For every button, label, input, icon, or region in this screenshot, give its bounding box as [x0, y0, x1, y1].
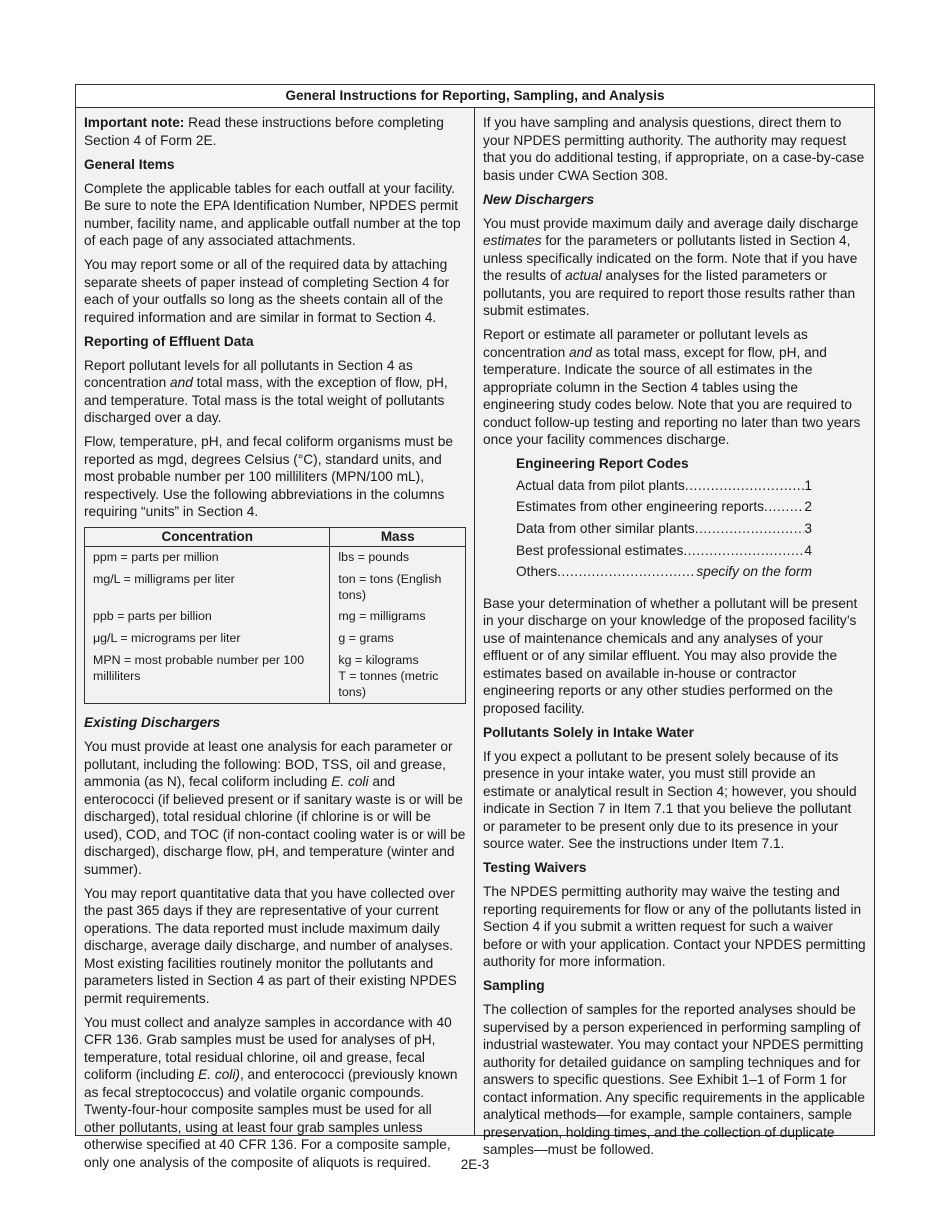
section-title: General Instructions for Reporting, Sampling, and Analysis	[76, 85, 874, 108]
new-paragraph-1: You must provide maximum daily and average daily discharge estimates for the parameters or pollutants listed in Section 4, unless specifically indicated on the form. Note that if you have the results of actual analyses for the listed parameters or pollutants, you are required to report those results rather than submit estimates.	[483, 215, 859, 318]
sampling-questions-paragraph: If you have sampling and analysis questions, direct them to your NPDES permitting authority. The authority may request that you do additional testing, if appropriate, on a case-by-case basis under CWA Section 308.	[483, 115, 865, 183]
table-cell: μg/L = micrograms per liter	[85, 628, 330, 650]
new-paragraph-2: Report or estimate all parameter or pollutant levels as concentration and as total mass, except for flow, pH, and temperature. Indicate the source of all estimates in the appropriate column in the Section 4 tables using the engineering study codes below. Note that you are required to conduct follow-up testing and reporting no later than two years once your facility commences discharge.	[483, 327, 861, 447]
table-cell: mg/L = milligrams per liter	[85, 569, 330, 606]
table-row	[85, 547, 466, 570]
general-items-heading: General Items	[84, 156, 175, 172]
code-row: Estimates from other engineering reports ..... 2	[516, 498, 812, 520]
existing-paragraph-2: You may report quantitative data that you have collected over the past 365 days if they are representative of your current operations. The data reported must include maximum daily discharge, average daily discharge, and number of analyses. Most existing facilities routinely monitor the pollutants and parameters listed in Section 4 as part of their existing NPDES permit requirements.	[84, 885, 457, 1006]
table-cell: ton = tons (English tons)	[330, 569, 466, 606]
units-table	[84, 527, 466, 704]
table-row	[85, 606, 466, 628]
left-column	[76, 108, 475, 1170]
existing-paragraph-3: You must collect and analyze samples in accordance with 40 CFR 136. Grab samples must be used for analyses of pH, temperature, total residual chlorine, oil and grease, fecal coliform (including E. coli), and enterococci (previously known as fecal streptococcus) and volatile organic compounds. Twenty-four-hour composite samples must be used for all other pollutants, using at least four grab samples unless otherwise specified at 40 CFR 136. For a composite sample, only one analysis of the composite of aliquots is required.	[84, 1014, 458, 1170]
table-cell: lbs = pounds	[330, 547, 466, 570]
page-number: 2E-3	[460, 1157, 490, 1172]
effluent-paragraph-1: Report pollutant levels for all pollutants in Section 4 as concentration and total mass, with the exception of flow, pH, and temperature. Total mass is the total weight of pollutants discharged over a day.	[84, 357, 448, 425]
units-header-mass: Mass	[330, 528, 466, 547]
effluent-paragraph-2: Flow, temperature, pH, and fecal coliform organisms must be reported as mgd, degrees Celsius (°C), standard units, and most probable number per 100 milliliters (MPN/100 mL), respectively. Use the following abbreviations in the columns requiring “units” in Section 4.	[84, 434, 453, 519]
testing-waivers-paragraph: The NPDES permitting authority may waive the testing and reporting requirements for flow or any of the pollutants listed in Section 4 if you submit a written request for such a waiver before or with your application. Contact your NPDES permitting authority for more information.	[483, 884, 866, 970]
existing-dischargers-heading: Existing Dischargers	[84, 715, 221, 730]
table-cell: mg = milligrams	[330, 606, 466, 628]
table-cell: ppm = parts per million	[85, 547, 330, 570]
effluent-heading: Reporting of Effluent Data	[84, 333, 254, 349]
table-row	[85, 650, 466, 704]
engineering-report-codes	[516, 455, 812, 585]
intake-water-heading: Pollutants Solely in Intake Water	[483, 724, 694, 740]
right-column	[475, 108, 874, 1158]
code-row: Data from other similar plants ..... 3	[516, 520, 812, 542]
sampling-paragraph: The collection of samples for the reported analyses should be supervised by a person experienced in performing sampling of industrial wastewater. You may contact your NPDES permitting authority for detailed guidance on sampling techniques and for answers to specific questions. See Exhibit 1–1 of Form 1 for contact information. Any specific requirements in the applicable analytical methods—for example, sample containers, sample preservation, holding times, and the collection of duplicate samples—must be followed.	[483, 1002, 865, 1158]
testing-waivers-heading: Testing Waivers	[483, 860, 587, 876]
important-note: Important note: Read these instructions before completing Section 4 of Form 2E.	[84, 115, 444, 148]
code-row: Best professional estimates ..... 4	[516, 542, 812, 564]
table-cell: kg = kilograms T = tonnes (metric tons)	[330, 650, 466, 704]
table-row	[85, 569, 466, 606]
determination-paragraph: Base your determination of whether a pollutant will be present in your discharge on your knowledge of the proposed facility’s use of maintenance chemicals and any analyses of your effluent or of any similar effluent. You may also provide the estimates based on available in-house or contractor engineering reports or any other studies performed on the proposed facility.	[483, 595, 858, 716]
code-row: Actual data from pilot plants ..... 1	[516, 477, 812, 499]
general-items-paragraph-1: Complete the applicable tables for each outfall at your facility. Be sure to note the EPA Identification Number, NPDES permit number, facility name, and applicable outfall number at the top of each page of any associated attachments.	[84, 180, 461, 248]
units-header-concentration: Concentration	[85, 528, 330, 547]
general-items-paragraph-2: You may report some or all of the required data by attaching separate sheets of paper instead of completing Section 4 for each of your outfalls so long as the sheets contain all of the required information and are similar in format to Section 4.	[84, 257, 450, 325]
existing-paragraph-1: You must provide at least one analysis for each parameter or pollutant, including the following: BOD, TSS, oil and grease, ammonia (as N), fecal coliform including E. coli and enterococci (if believed present or if sanitary waste is or will be discharged), total residual chlorine (if chlorine is or will be used), COD, and TOC (if non-contact cooling water is or will be discharged), discharge flow, pH, and temperature (winter and summer).	[84, 739, 466, 877]
sampling-heading: Sampling	[483, 978, 545, 994]
table-cell: MPN = most probable number per 100 milliliters	[85, 650, 330, 704]
table-row	[85, 628, 466, 650]
intake-water-paragraph: If you expect a pollutant to be present solely because of its presence in your intake water, you must still provide an estimate or analytical result in Section 4; however, you should indicate in Section 7 in Item 7.1 that you believe the pollutant or parameter to be present only due to its presence in your source water. See the instructions under Item 7.1.	[483, 748, 857, 852]
codes-title: Engineering Report Codes	[516, 456, 689, 471]
table-cell: ppb = parts per billion	[85, 606, 330, 628]
code-row: Others ..... specify on the form	[516, 563, 812, 585]
new-dischargers-heading: New Dischargers	[483, 191, 595, 207]
table-cell: g = grams	[330, 628, 466, 650]
